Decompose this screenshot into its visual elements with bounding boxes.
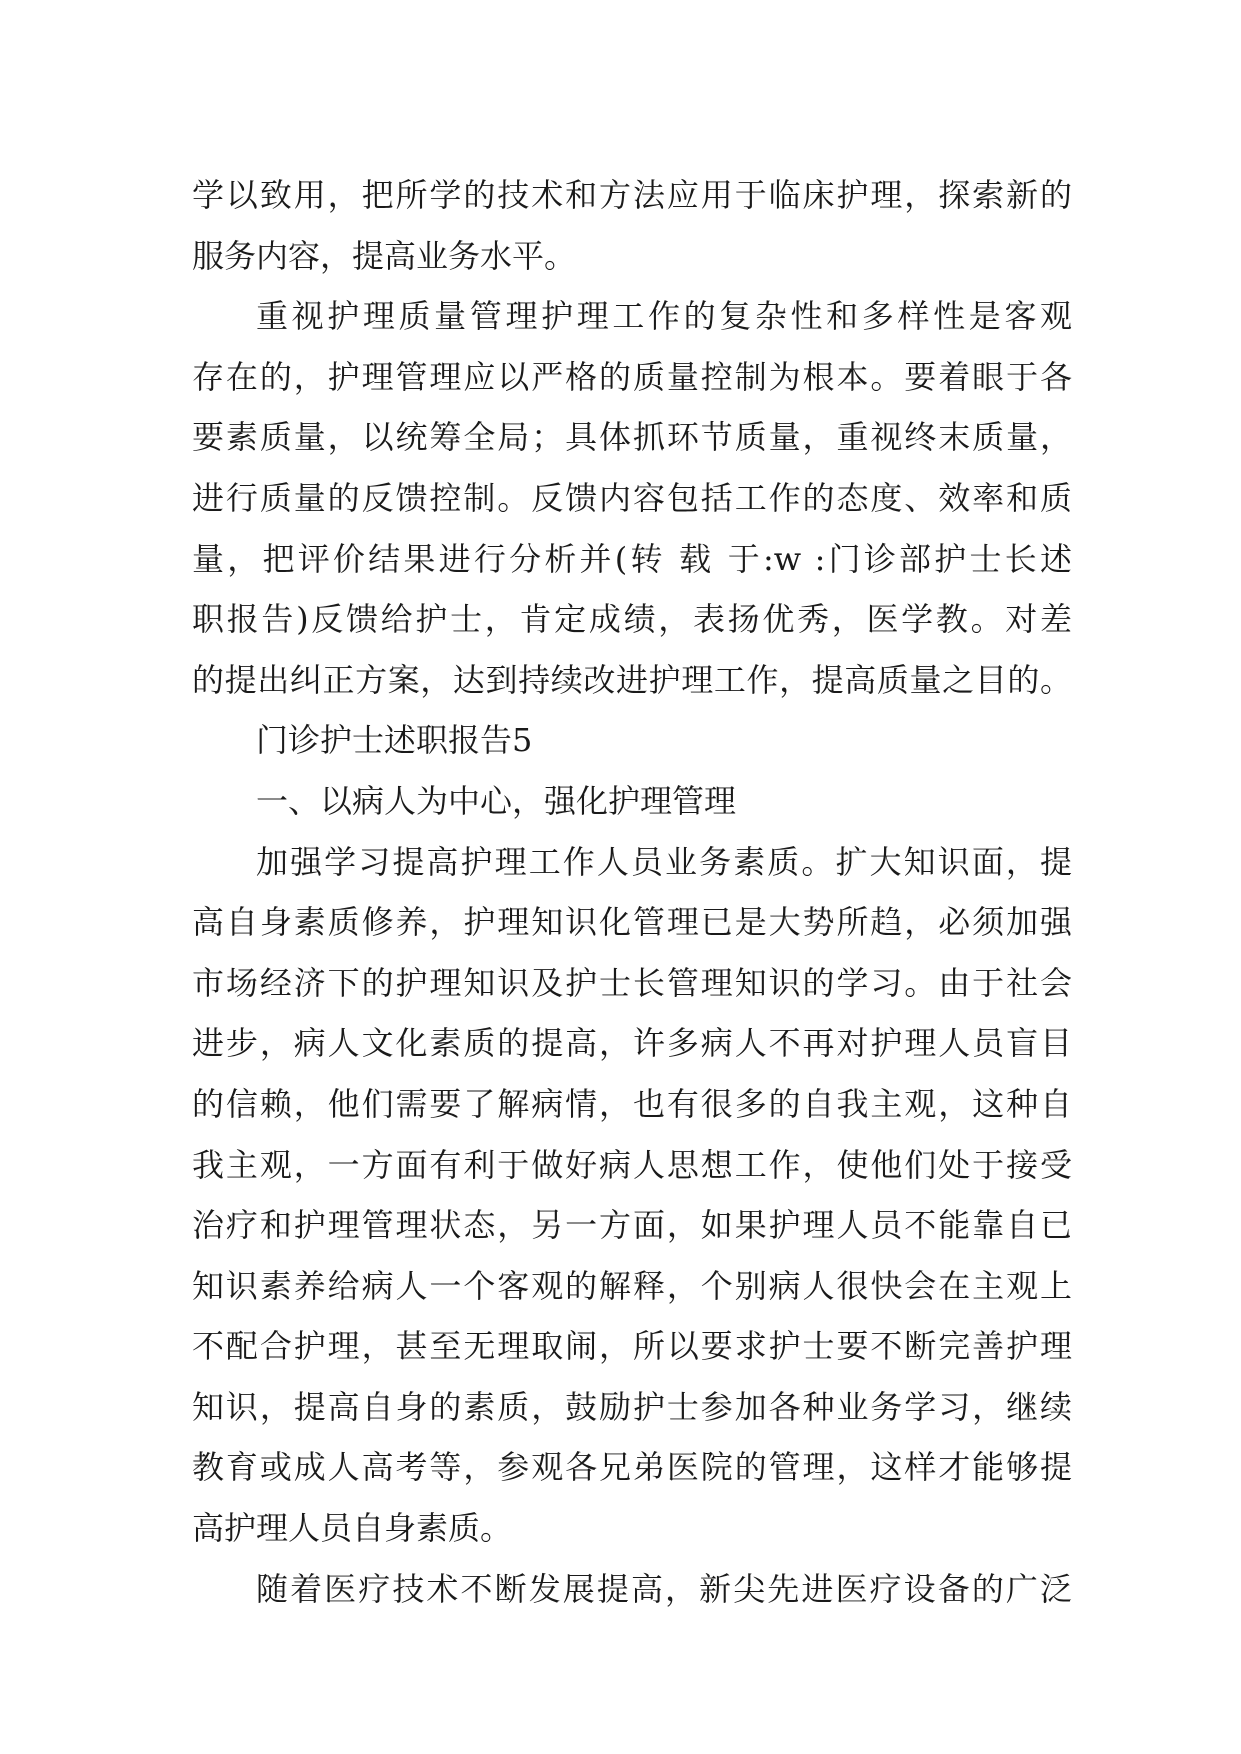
text-line: 市场经济下的护理知识及护士长管理知识的学习。由于社会 (192, 963, 1072, 1002)
section-heading: 门诊护士述职报告5 (256, 721, 533, 760)
text-line: 学以致用，把所学的技术和方法应用于临床护理，探索新的 (192, 176, 1072, 214)
subsection-heading: 一、以病人为中心，强化护理管理 (256, 781, 737, 820)
text-line: 我主观，一方面有利于做好病人思想工作，使他们处于接受 (192, 1145, 1072, 1184)
text-line: 服务内容，提高业务水平。 (192, 236, 577, 275)
text-line: 进行质量的反馈控制。反馈内容包括工作的态度、效率和质 (192, 478, 1072, 517)
text-line: 治疗和护理管理状态，另一方面，如果护理人员不能靠自已 (192, 1206, 1072, 1245)
text-line: 不配合护理，甚至无理取闹，所以要求护士要不断完善护理 (192, 1327, 1072, 1366)
text-line: 知识素养给病人一个客观的解释，个别病人很快会在主观上 (192, 1266, 1072, 1305)
text-line: 知识，提高自身的素质，鼓励护士参加各种业务学习，继续 (192, 1387, 1072, 1426)
text-line: 存在的，护理管理应以严格的质量控制为根本。要着眼于各 (192, 357, 1072, 396)
text-line: 职报告)反馈给护士，肯定成绩，表扬优秀，医学教。对差 (192, 600, 1072, 639)
text-line: 重视护理质量管理护理工作的复杂性和多样性是客观 (256, 297, 1072, 336)
text-line: 加强学习提高护理工作人员业务素质。扩大知识面，提 (256, 842, 1072, 881)
text-line: 随着医疗技术不断发展提高，新尖先进医疗设备的广泛 (256, 1569, 1072, 1608)
text-line: 的信赖，他们需要了解病情，也有很多的自我主观，这种自 (192, 1084, 1072, 1123)
text-line: 进步，病人文化素质的提高，许多病人不再对护理人员盲目 (192, 1024, 1072, 1063)
text-line: 高护理人员自身素质。 (192, 1509, 513, 1548)
text-line: 高自身素质修养，护理知识化管理已是大势所趋，必须加强 (192, 903, 1072, 942)
document-body (192, 165, 1072, 1619)
text-line: 量，把评价结果进行分析并(转 载 于:w :门诊部护士长述 (192, 539, 1072, 578)
text-line: 的提出纠正方案，达到持续改进护理工作，提高质量之目的。 (192, 660, 1072, 699)
text-line: 教育或成人高考等，参观各兄弟医院的管理，这样才能够提 (192, 1448, 1072, 1487)
text-line: 要素质量，以统筹全局；具体抓环节质量，重视终末质量， (192, 418, 1072, 457)
